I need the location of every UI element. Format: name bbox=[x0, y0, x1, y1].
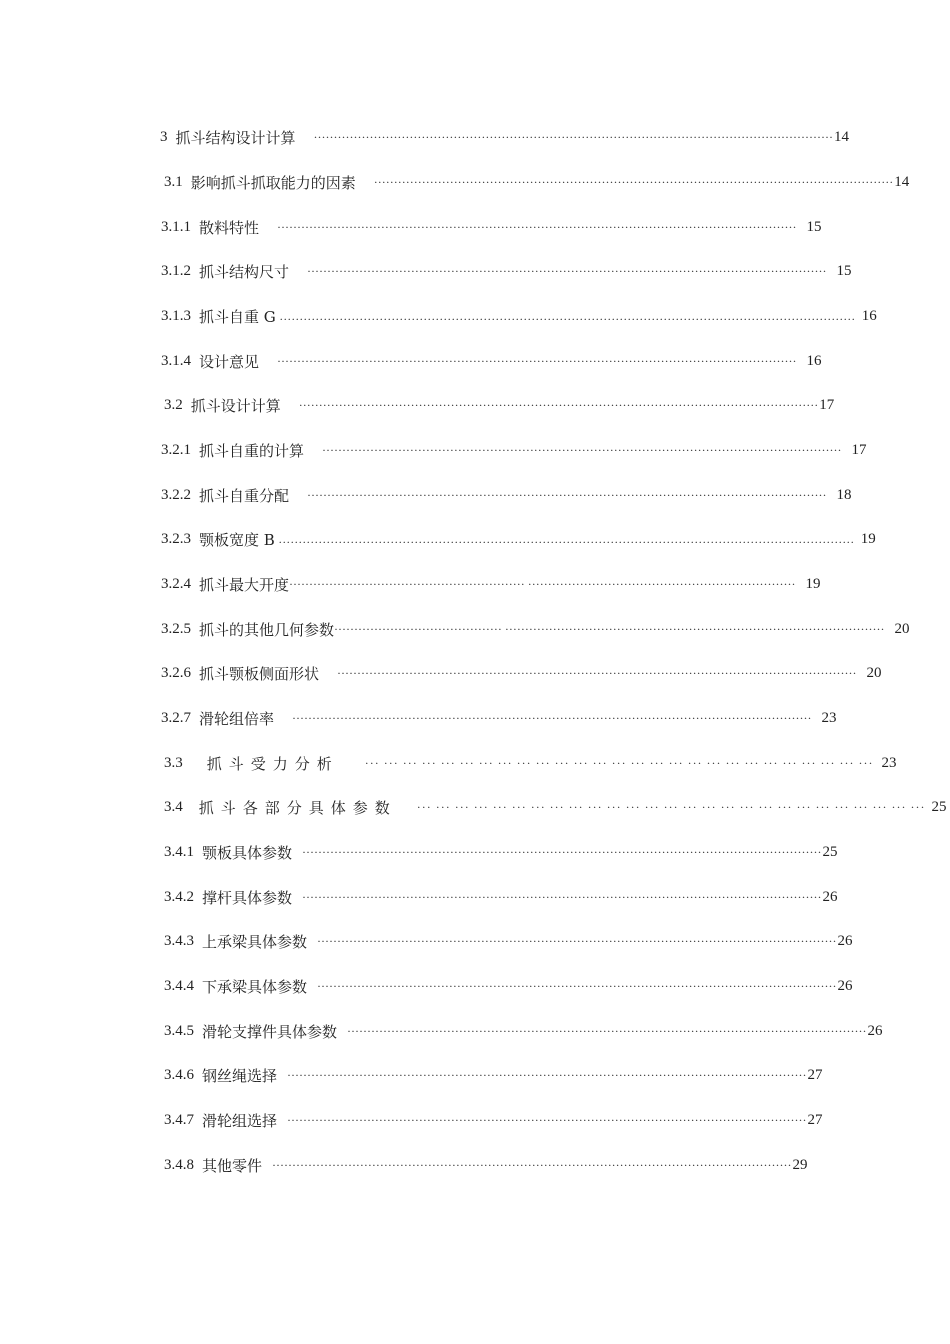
toc-number: 3.4.6 bbox=[164, 1066, 194, 1083]
toc-number: 3.2.4 bbox=[161, 575, 191, 592]
toc-title: 钢丝绳选择 bbox=[202, 1066, 278, 1085]
toc-page: 26 bbox=[822, 888, 838, 905]
dot-leader: ·································································································································· bbox=[317, 978, 837, 993]
toc-page: 17 bbox=[851, 441, 867, 458]
toc-entry-3-1[interactable] bbox=[164, 169, 910, 195]
dot-leader: ·································································································································· bbox=[317, 933, 837, 948]
toc-entry-3-4-2[interactable] bbox=[164, 884, 838, 910]
toc-entry-3-4-4[interactable] bbox=[164, 973, 853, 999]
toc-entry-3-1-1[interactable] bbox=[161, 214, 822, 240]
dot-leader: ·································································································································· bbox=[373, 174, 894, 189]
toc-title: 抓斗的其他几何参数 bbox=[199, 620, 335, 639]
toc-title: 下承梁具体参数 bbox=[202, 977, 308, 996]
toc-page: 23 bbox=[881, 754, 897, 771]
toc-page: 26 bbox=[867, 1022, 883, 1039]
dot-leader: ·································································································································· bbox=[272, 1157, 792, 1172]
toc-number: 3.2.1 bbox=[161, 441, 191, 458]
toc-number: 3.1.4 bbox=[161, 352, 191, 369]
toc-title: 颚板宽度 B bbox=[199, 530, 275, 549]
toc-number: 3.4.5 bbox=[164, 1022, 194, 1039]
toc-number: 3.1.3 bbox=[161, 307, 191, 324]
toc-title: 颚板具体参数 bbox=[202, 843, 293, 862]
toc-page: 19 bbox=[805, 575, 821, 592]
toc-entry-3-4-1[interactable] bbox=[164, 839, 838, 865]
toc-number: 3.2.7 bbox=[161, 709, 191, 726]
dot-leader: ·································································································································· bbox=[337, 665, 857, 680]
dot-leader: ··························································· ··································································· bbox=[289, 576, 796, 591]
toc-title: 散料特性 bbox=[199, 218, 260, 237]
toc-page: 26 bbox=[837, 932, 853, 949]
toc-entry-3-2-2[interactable] bbox=[161, 482, 852, 508]
toc-number: 3.2 bbox=[164, 396, 183, 413]
toc-entry-3-2-3[interactable] bbox=[161, 526, 876, 552]
toc-entry-3-1-4[interactable] bbox=[161, 348, 822, 374]
dot-leader: ·································································································································· bbox=[307, 487, 827, 502]
toc-number: 3.2.3 bbox=[161, 530, 191, 547]
toc-entry-3-3[interactable] bbox=[164, 750, 897, 776]
toc-page: 16 bbox=[861, 307, 877, 324]
toc-page: 15 bbox=[806, 218, 822, 235]
dot-leader: ·································································································································· bbox=[347, 1023, 867, 1038]
toc-entry-3-2-5[interactable] bbox=[161, 616, 910, 642]
toc-number: 3.1.1 bbox=[161, 218, 191, 235]
toc-title: 其他零件 bbox=[202, 1156, 263, 1175]
toc-number: 3.4.2 bbox=[164, 888, 194, 905]
toc-entry-3-2-7[interactable] bbox=[161, 705, 837, 731]
toc-title: 撑杆具体参数 bbox=[202, 888, 293, 907]
toc-entry-3[interactable] bbox=[160, 124, 850, 150]
toc-entry-3-2-6[interactable] bbox=[161, 660, 882, 686]
dot-leader: ·································································································································· bbox=[287, 1112, 807, 1127]
toc-number: 3.4 bbox=[164, 798, 183, 815]
toc-title: 抓斗设计计算 bbox=[190, 396, 281, 415]
dot-leader: ·································································································································· bbox=[298, 397, 819, 412]
toc-page: 27 bbox=[807, 1066, 823, 1083]
toc-page: 16 bbox=[806, 352, 822, 369]
toc-page: 27 bbox=[807, 1111, 823, 1128]
toc-title: 抓斗自重分配 bbox=[199, 486, 290, 505]
toc-page: 29 bbox=[792, 1156, 808, 1173]
toc-title: 抓斗结构设计计算 bbox=[175, 128, 296, 147]
toc-page: 20 bbox=[866, 664, 882, 681]
toc-title: 抓斗结构尺寸 bbox=[199, 262, 290, 281]
dot-leader: ·································································································································· bbox=[277, 219, 797, 234]
toc-page: 23 bbox=[821, 709, 837, 726]
toc-title: 抓斗最大开度 bbox=[199, 575, 290, 594]
dot-leader: ·································································································································· bbox=[313, 129, 834, 144]
dot-leader: ................................................................................................................................................ bbox=[278, 531, 855, 546]
toc-number: 3.4.1 bbox=[164, 843, 194, 860]
dot-leader: ·································································································································· bbox=[277, 353, 797, 368]
toc-entry-3-2-4[interactable] bbox=[161, 571, 821, 597]
toc-title: 滑轮组倍率 bbox=[199, 709, 275, 728]
toc-title: 上承梁具体参数 bbox=[202, 932, 308, 951]
toc-title: 滑轮支撑件具体参数 bbox=[202, 1022, 338, 1041]
dot-leader: ................................................................................................................................................ bbox=[279, 308, 856, 323]
toc-number: 3 bbox=[160, 128, 168, 145]
toc-title: 滑轮组选择 bbox=[202, 1111, 278, 1130]
toc-entry-3-4-3[interactable] bbox=[164, 928, 853, 954]
toc-number: 3.4.7 bbox=[164, 1111, 194, 1128]
toc-entry-3-4-6[interactable] bbox=[164, 1062, 823, 1088]
toc-entry-3-4-8[interactable] bbox=[164, 1152, 808, 1178]
toc-entry-3-1-3[interactable] bbox=[161, 303, 877, 329]
toc-number: 3.4.8 bbox=[164, 1156, 194, 1173]
toc-entry-3-2[interactable] bbox=[164, 392, 835, 418]
dot-leader: ·········································· ······························································································· bbox=[334, 621, 885, 636]
toc-entry-3-4-5[interactable] bbox=[164, 1018, 883, 1044]
toc-number: 3.4.4 bbox=[164, 977, 194, 994]
toc-number: 3.2.2 bbox=[161, 486, 191, 503]
toc-entry-3-4[interactable] bbox=[164, 794, 947, 820]
toc-page: 19 bbox=[860, 530, 876, 547]
dot-leader: ··· ··· ··· ··· ··· ··· ··· ··· ··· ··· ··· ··· ··· ··· ··· ··· ··· ··· ··· ··· ··· ··· ··· ··· ··· ··· ··· bbox=[364, 755, 874, 770]
toc-title: 抓斗颚板侧面形状 bbox=[199, 664, 320, 683]
dot-leader: ·································································································································· bbox=[292, 710, 812, 725]
toc-entry-3-2-1[interactable] bbox=[161, 437, 867, 463]
toc-page: 18 bbox=[836, 486, 852, 503]
dot-leader: ·································································································································· bbox=[307, 263, 827, 278]
toc-number: 3.4.3 bbox=[164, 932, 194, 949]
toc-title: 设计意见 bbox=[199, 352, 260, 371]
toc-title: 抓斗自重的计算 bbox=[199, 441, 305, 460]
dot-leader: ·································································································································· bbox=[302, 844, 822, 859]
dot-leader: ··· ··· ··· ··· ··· ··· ··· ··· ··· ··· ··· ··· ··· ··· ··· ··· ··· ··· ··· ··· ··· ··· ··· ··· ··· ··· ··· bbox=[416, 799, 926, 814]
toc-title: 抓斗受力分析 bbox=[206, 754, 339, 773]
toc-number: 3.1 bbox=[164, 173, 183, 190]
dot-leader: ·································································································································· bbox=[322, 442, 842, 457]
toc-page: 20 bbox=[894, 620, 910, 637]
toc-title: 抓斗自重 G bbox=[199, 307, 276, 326]
toc-number: 3.2.6 bbox=[161, 664, 191, 681]
dot-leader: ·································································································································· bbox=[302, 889, 822, 904]
toc-page: 15 bbox=[836, 262, 852, 279]
toc-number: 3.1.2 bbox=[161, 262, 191, 279]
toc-title: 抓斗各部分具体参数 bbox=[198, 798, 397, 817]
toc-page: 25 bbox=[822, 843, 838, 860]
toc-page: 14 bbox=[834, 128, 850, 145]
toc-entry-3-4-7[interactable] bbox=[164, 1107, 823, 1133]
toc-title: 影响抓斗抓取能力的因素 bbox=[190, 173, 356, 192]
toc-page: 26 bbox=[837, 977, 853, 994]
dot-leader: ·································································································································· bbox=[287, 1067, 807, 1082]
toc-page: 17 bbox=[819, 396, 835, 413]
toc-number: 3.3 bbox=[164, 754, 183, 771]
toc-entry-3-1-2[interactable] bbox=[161, 258, 852, 284]
toc-page: 14 bbox=[894, 173, 910, 190]
toc-number: 3.2.5 bbox=[161, 620, 191, 637]
toc-page: 25 bbox=[931, 798, 947, 815]
